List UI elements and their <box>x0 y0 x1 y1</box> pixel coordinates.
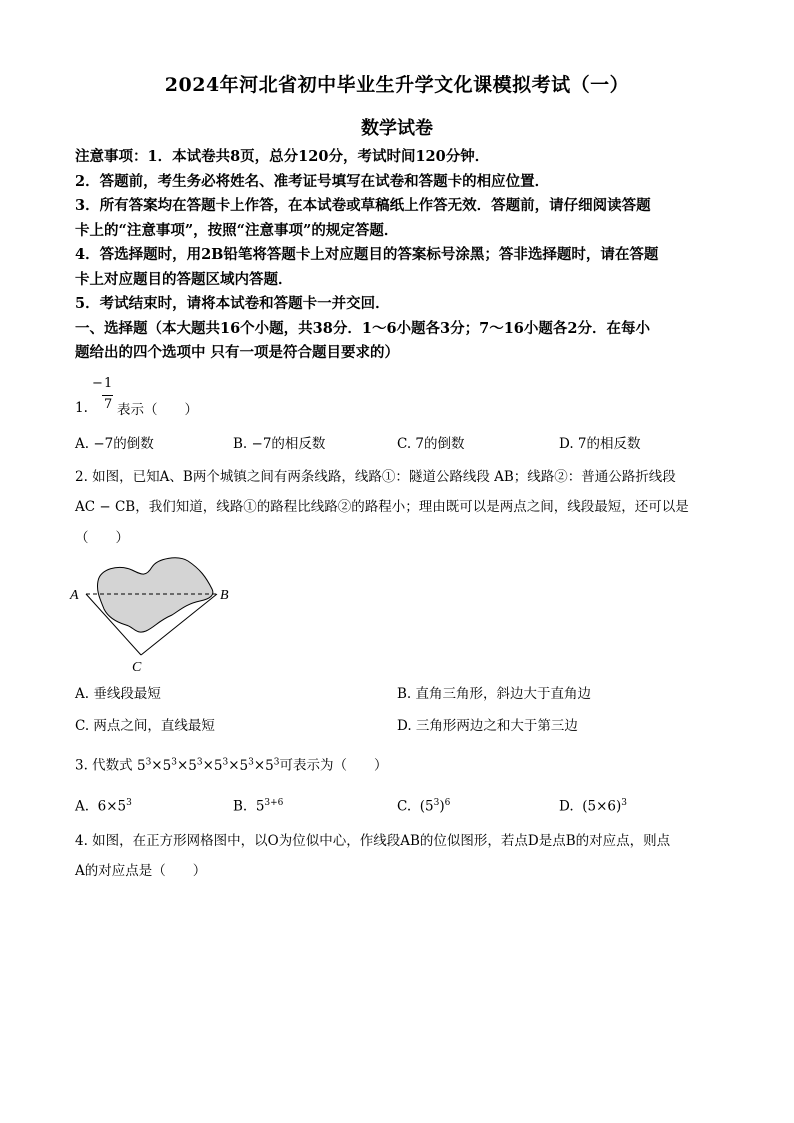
note-line-1: 注意事项：1．本试卷共8页，总分120分，考试时间120分钟． <box>75 148 490 165</box>
q2-option-c[interactable]: C. 两点之间，直线最短 <box>75 718 215 734</box>
q2-option-b[interactable]: B. 直角三角形，斜边大于直角边 <box>397 686 592 702</box>
mountain-shape <box>97 558 212 632</box>
q2-option-a[interactable]: A. 垂线段最短 <box>75 686 161 702</box>
q2-stem-line-3: （ ） <box>75 530 129 546</box>
q3-option-a[interactable]: A. $6\times 5^3$ <box>75 798 132 815</box>
q2-stem-line-1: 2. 如图，已知A、B两个城镇之间有两条线路，线路①：隧道公路线段 AB；线路②：普通公路折线段 <box>75 469 676 485</box>
q3-stem-prefix: 3. 代数式 <box>75 757 137 774</box>
exam-subtitle: 数学试卷 <box>361 118 433 139</box>
point-c-label: C <box>132 660 142 675</box>
q4-stem-line-2: A的对应点是（ ） <box>75 863 207 879</box>
q1-option-b[interactable]: B. −7的相反数 <box>233 436 326 452</box>
q1-option-c[interactable]: C. 7的倒数 <box>397 436 465 452</box>
q1-fraction-sign: − <box>92 376 103 391</box>
section-heading-line-1: 一、选择题（本大题共16个小题，共38分．1～6小题各3分；7～16小题各2分．在每小 <box>75 320 650 337</box>
q3-stem-suffix: 可表示为（ ） <box>279 757 388 774</box>
q1-number: 1. <box>75 400 88 416</box>
q2-stem-line-2: AC − CB，我们知道，线路①的路程比线路②的路程小；理由既可以是两点之间，线段最短，还可以是 <box>75 499 689 515</box>
q1-stem: 表示（ ） <box>117 402 198 418</box>
q3-term: $5^3$ <box>162 757 177 774</box>
note-line-5: 4．答选择题时，用2B铅笔将答题卡上对应题目的答案标号涂黑；答非选择题时，请在答题 <box>75 246 659 263</box>
point-a-label: A <box>70 588 79 603</box>
q1-option-d[interactable]: D. 7的相反数 <box>559 436 641 452</box>
q3-term: $5^3$ <box>239 757 254 774</box>
q3-term: $5^3$ <box>136 757 152 774</box>
exam-title: 2024年河北省初中毕业生升学文化课模拟考试（一） <box>164 74 630 96</box>
q3-option-c[interactable]: C. $(5^3)^6$ <box>397 798 451 815</box>
q1-fraction-bar <box>102 395 113 396</box>
q3-term: $5^3$ <box>188 757 203 774</box>
q1-option-a[interactable]: A. −7的倒数 <box>75 436 154 452</box>
q3-option-b[interactable]: B. $5^{3+6}$ <box>233 798 284 815</box>
q2-option-d[interactable]: D. 三角形两边之和大于第三边 <box>397 718 578 734</box>
note-line-4: 卡上的“注意事项”，按照“注意事项”的规定答题． <box>75 222 399 239</box>
q2-figure <box>60 555 240 675</box>
point-b-label: B <box>220 588 229 603</box>
q4-stem-line-1: 4. 如图，在正方形网格图中，以O为位似中心，作线段AB的位似图形，若点D是点B的对应点，则点 <box>75 833 671 849</box>
q3-option-d[interactable]: D. $(5\times 6)^3$ <box>559 798 627 815</box>
q1-fraction-denominator: 7 <box>104 397 113 412</box>
note-line-6: 卡上对应题目的答题区域内答题． <box>75 271 293 288</box>
section-heading-line-2: 题给出的四个选项中 只有一项是符合题目要求的） <box>75 344 400 361</box>
q3-stem: 3. 代数式 $5^3\times 5^3\times 5^3\times 5^3\times 5^3\times 5^3$可表示为（ ） <box>75 757 388 774</box>
note-line-3: 3．所有答案均在答题卡上作答，在本试卷或草稿纸上作答无效．答题前，请仔细阅读答题 <box>75 197 651 214</box>
q1-fraction-numerator: 1 <box>104 376 113 391</box>
note-line-7: 5．考试结束时，请将本试卷和答题卡一并交回． <box>75 295 390 312</box>
note-line-2: 2．答题前，考生务必将姓名、准考证号填写在试卷和答题卡的相应位置． <box>75 173 550 190</box>
q3-term: $5^3$ <box>213 757 229 774</box>
q3-term: $5^3$ <box>265 757 280 774</box>
